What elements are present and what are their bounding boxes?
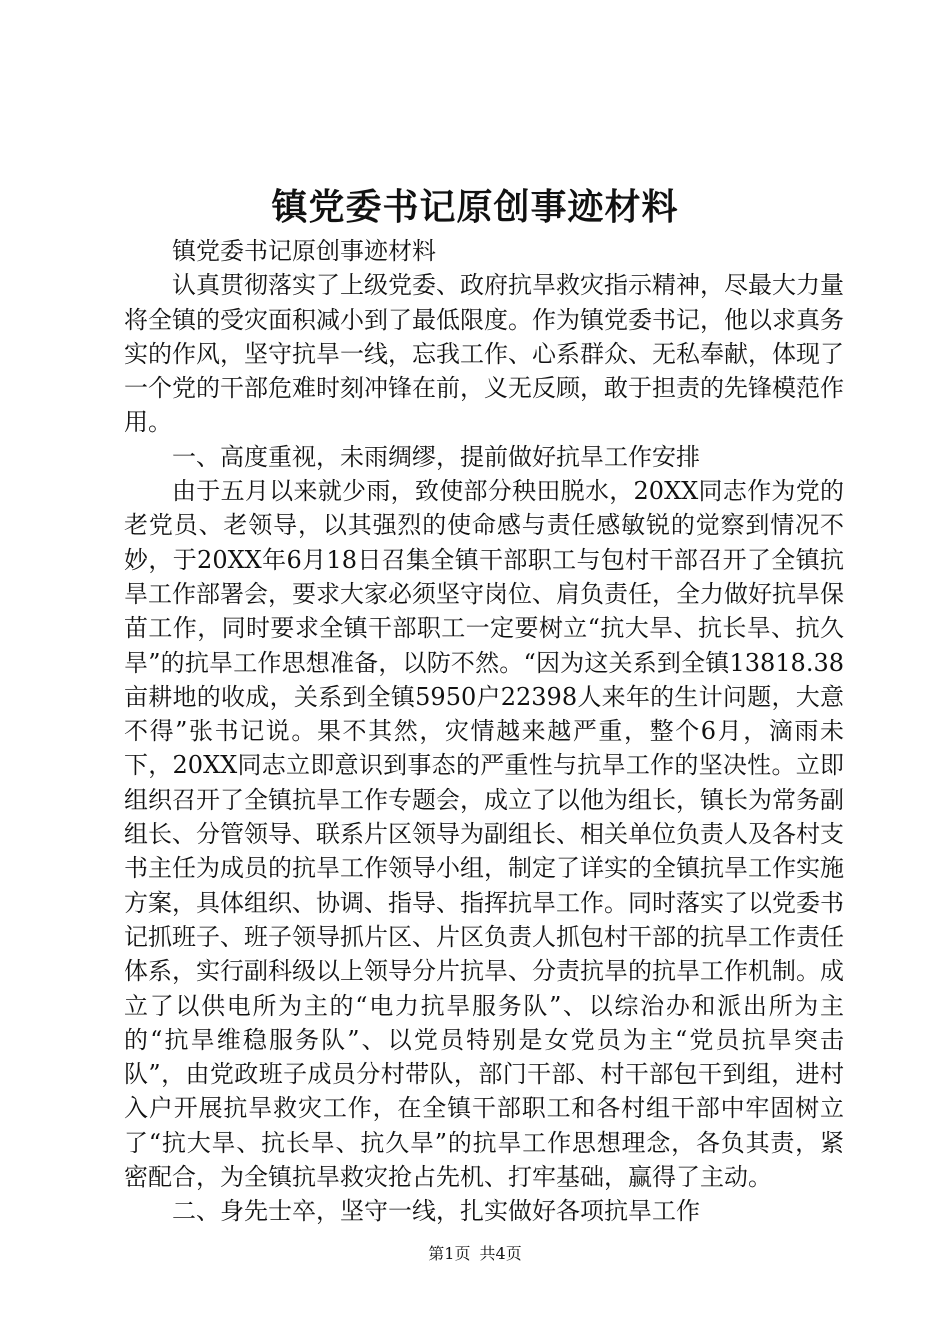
- paragraph-section-1: 由于五月以来就少雨，致使部分秧田脱水，20XX同志作为党的老党员、老领导，以其强烈的使命感与责任感敏锐的觉察到情况不妙，于20XX年6月18日召集全镇干部职工与包村干部召开了全镇抗旱工作部署会，要求大家必须坚守岗位、肩负责任，全力做好抗旱保苗工作，同时要求全镇干部职工一定要树立“抗大旱、抗长旱、抗久旱”的抗旱工作思想准备，以防不然。“因为这关系到全镇13818.38亩耕地的收成，关系到全镇5950户22398人来年的生计问题，大意不得”张书记说。果不其然，灾情越来越严重，整个6月，滴雨未下，20XX同志立即意识到事态的严重性与抗旱工作的坚决性。立即组织召开了全镇抗旱工作专题会，成立了以他为组长，镇长为常务副组长、分管领导、联系片区领导为副组长、相关单位负责人及各村支书主任为成员的抗旱工作领导小组，制定了详实的全镇抗旱工作实施方案，具体组织、协调、指导、指挥抗旱工作。同时落实了以党委书记抓班子、班子领导抓片区、片区负责人抓包村干部的抗旱工作责任体系，实行副科级以上领导分片抗旱、分责抗旱的抗旱工作机制。成立了以供电所为主的“电力抗旱服务队”、以综治办和派出所为主的“抗旱维稳服务队”、以党员特别是女党员为主“党员抗旱突击队”，由党政班子成员分村带队，部门干部、村干部包干到组，进村入户开展抗旱救灾工作，在全镇干部职工和各村组干部中牢固树立了“抗大旱、抗长旱、抗久旱”的抗旱工作思想理念，各负其责，紧密配合，为全镇抗旱救灾抢占先机、打牢基础，赢得了主动。: [124, 477, 844, 1192]
- section-heading-2: 二、身先士卒，坚守一线，扎实做好各项抗旱工作: [172, 1197, 700, 1226]
- page-number: 第1页: [428, 1244, 471, 1263]
- document-title: 镇党委书记原创事迹材料: [271, 186, 679, 228]
- paragraph-subtitle: 镇党委书记原创事迹材料: [172, 237, 436, 265]
- page-footer: [0, 1243, 950, 1265]
- page-total: 共4页: [479, 1244, 522, 1263]
- document-body: [124, 234, 844, 1229]
- paragraph-intro: 认真贯彻落实了上级党委、政府抗旱救灾指示精神，尽最大力量将全镇的受灾面积减小到了最低限度。作为镇党委书记，他以求真务实的作风，坚守抗旱一线，忘我工作、心系群众、无私奉献，体现了一个党的干部危难时刻冲锋在前，义无反顾，敢于担责的先锋模范作用。: [124, 271, 844, 437]
- section-heading-1: 一、高度重视，未雨绸缪，提前做好抗旱工作安排: [172, 442, 700, 471]
